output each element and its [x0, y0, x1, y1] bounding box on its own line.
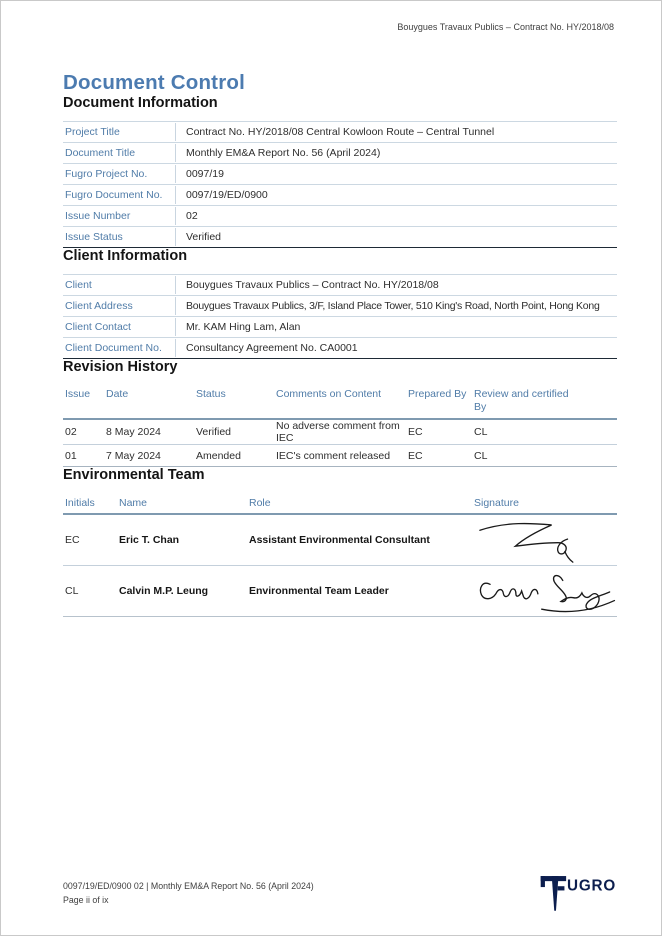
cell-issue: 02: [65, 426, 77, 438]
table-row: [63, 565, 617, 616]
cell-role: Assistant Environmental Consultant: [249, 534, 430, 546]
column-header-name: Name: [119, 497, 148, 509]
footer-document-reference: 0097/19/ED/0900 02 | Monthly EM&A Report No. 56 (April 2024): [63, 881, 314, 891]
row-value: Mr. KAM Hing Lam, Alan: [186, 321, 301, 333]
column-header-review-by: Review and certified By: [474, 388, 569, 413]
column-header-role: Role: [249, 497, 271, 509]
column-header-date: Date: [106, 388, 129, 400]
table-row: [63, 226, 617, 247]
row-label: Client Address: [63, 297, 176, 315]
table-row: [63, 142, 617, 163]
cell-review-by: CL: [474, 426, 488, 438]
cell-initials: CL: [65, 585, 79, 597]
row-value: Contract No. HY/2018/08 Central Kowloon Route – Central Tunnel: [186, 126, 495, 138]
row-label: Document Title: [63, 144, 176, 162]
table-row: [63, 444, 617, 466]
row-label: Client Document No.: [63, 339, 176, 357]
table-row: [63, 121, 617, 142]
cell-comments: No adverse comment from IEC: [276, 420, 400, 444]
table-row: [63, 205, 617, 226]
row-value: 02: [186, 210, 198, 222]
table-header-row: [63, 386, 617, 420]
table-row: [63, 274, 617, 295]
cell-date: 8 May 2024: [106, 426, 161, 438]
calvin-leung-signature-icon: [474, 569, 619, 613]
page-footer: [63, 879, 314, 907]
cell-review-by: CL: [474, 449, 488, 462]
table-row: [63, 316, 617, 337]
row-label: Fugro Project No.: [63, 165, 176, 183]
fugro-logo-letters: UGRO: [566, 877, 617, 895]
row-label: Client: [63, 276, 176, 294]
section-heading-environmental-team: Environmental Team: [63, 467, 205, 483]
column-header-issue: Issue: [65, 388, 91, 400]
fugro-logo: [539, 872, 617, 914]
cell-initials: EC: [65, 534, 80, 546]
cell-status: Verified: [196, 426, 232, 438]
cell-name: Calvin M.P. Leung: [119, 585, 209, 597]
cell-role: Environmental Team Leader: [249, 585, 389, 597]
row-value: 0097/19: [186, 168, 224, 180]
cell-comments: IEC's comment released: [276, 449, 391, 462]
table-row: [63, 184, 617, 205]
table-row: [63, 515, 617, 565]
page-header-text: Bouygues Travaux Publics – Contract No. HY/2018/08: [397, 22, 614, 32]
cell-issue: 01: [65, 449, 77, 462]
document-information-table: [63, 121, 617, 248]
cell-signature: [474, 517, 617, 563]
row-value: 0097/19/ED/0900: [186, 189, 268, 201]
row-label: Project Title: [63, 123, 176, 141]
table-row: [63, 337, 617, 358]
column-header-comments: Comments on Content: [276, 388, 382, 400]
revision-history-table: [63, 386, 617, 467]
page-title: Document Control: [63, 71, 245, 94]
cell-signature: [474, 569, 619, 613]
row-value: Bouygues Travaux Publics, 3/F, Island Place Tower, 510 King's Road, North Point, Hong Kong: [186, 300, 600, 312]
section-heading-document-information: Document Information: [63, 95, 218, 111]
cell-prepared-by: EC: [408, 449, 423, 462]
column-header-status: Status: [196, 388, 226, 400]
section-heading-client-information: Client Information: [63, 248, 188, 264]
footer-page-number: Page ii of ix: [63, 895, 109, 905]
row-label: Fugro Document No.: [63, 186, 176, 204]
column-header-prepared-by: Prepared By: [408, 388, 467, 400]
row-value: Bouygues Travaux Publics – Contract No. HY/2018/08: [186, 279, 439, 291]
table-header-row: [63, 495, 617, 515]
table-row: [63, 163, 617, 184]
row-label: Client Contact: [63, 318, 176, 336]
cell-date: 7 May 2024: [106, 449, 161, 462]
row-value: Verified: [186, 231, 222, 243]
row-label: Issue Status: [63, 228, 176, 246]
environmental-team-table: [63, 495, 617, 617]
column-header-signature: Signature: [474, 497, 519, 509]
cell-name: Eric T. Chan: [119, 534, 180, 546]
page-content: [63, 1, 617, 617]
row-value: Monthly EM&A Report No. 56 (April 2024): [186, 147, 381, 159]
row-value: Consultancy Agreement No. CA0001: [186, 342, 358, 354]
client-information-table: [63, 274, 617, 359]
row-label: Issue Number: [63, 207, 176, 225]
table-row: [63, 420, 617, 444]
table-row: [63, 295, 617, 316]
cell-prepared-by: EC: [408, 426, 423, 438]
cell-status: Amended: [196, 449, 241, 462]
column-header-initials: Initials: [65, 497, 95, 509]
section-heading-revision-history: Revision History: [63, 359, 178, 375]
eric-chan-signature-icon: [474, 517, 592, 563]
